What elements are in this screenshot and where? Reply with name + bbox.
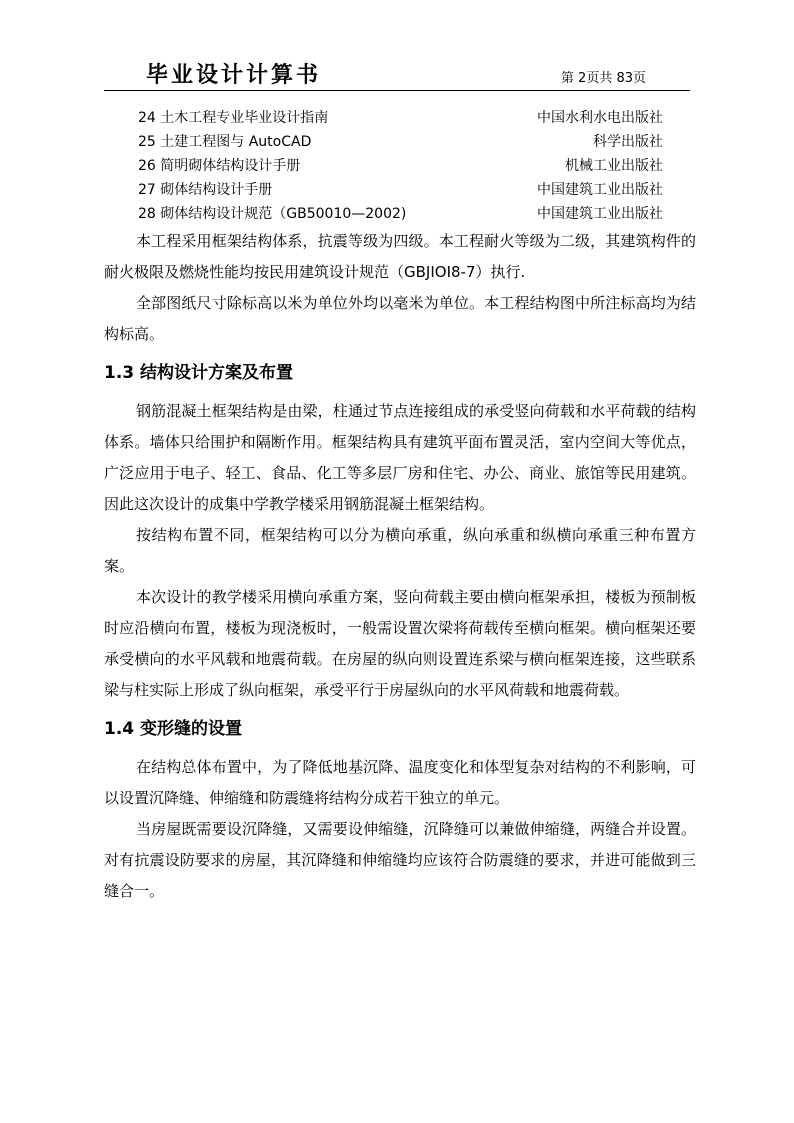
reference-item [138,130,663,154]
intro-paragraph-units: 全部图纸尺寸除标高以米为单位外均以毫米为单位。本工程结构图中所注标高均为结构标高。 [104,294,696,343]
section-heading-1-3: 1.3 结构设计方案及布置 [104,363,294,383]
section-1-4-paragraph: 当房屋既需要设沉降缝，又需要设伸缩缝，沉降缝可以兼做伸缩缝，两缝合并设置。对有抗震设防要求的房屋，其沉降缝和伸缩缝均应该符合防震缝的要求，并进可能做到三缝合一。 [104,820,696,900]
section-1-3-paragraph: 本次设计的教学楼采用横向承重方案，竖向荷载主要由横向框架承担，楼板为预制板时应沿横向布置，楼板为现浇板时，一般需设置次梁将荷载传至横向框架。横向框架还要承受横向的水平风载和地震荷载。在房屋的纵向则设置连系梁与横向框架连接，这些联系梁与柱实际上形成了纵向框架，承受平行于房屋纵向的水平风荷载和地震荷载。 [104,588,696,699]
section-heading-1-4: 1.4 变形缝的设置 [104,719,243,739]
reference-publisher: 中国建筑工业出版社 [537,206,663,222]
reference-title: 砌体结构设计规范（GB50010—2002) [160,206,407,222]
reference-number: 26 [138,158,156,174]
reference-title: 土建工程图与 AutoCAD [160,134,312,150]
reference-publisher: 机械工业出版社 [565,158,663,174]
reference-title: 简明砌体结构设计手册 [160,158,301,174]
intro-paragraph-structure: 本工程采用框架结构体系，抗震等级为四级。本工程耐火等级为二级，其建筑构件的耐火极限及燃烧性能均按民用建筑设计规范（GBJIOI8-7）执行. [104,232,696,281]
reference-title: 土木工程专业毕业设计指南 [160,110,329,126]
reference-publisher: 中国建筑工业出版社 [537,182,663,198]
main-content [104,226,696,907]
reference-number: 28 [138,206,156,222]
section-1-3-paragraph: 按结构布置不同，框架结构可以分为横向承重，纵向承重和纵横向承重三种布置方案。 [104,526,696,575]
reference-item [138,154,663,178]
reference-item [138,178,663,202]
reference-list [138,106,663,226]
reference-number: 24 [138,110,156,126]
reference-publisher: 中国水利水电出版社 [537,110,663,126]
reference-title: 砌体结构设计手册 [160,182,273,198]
section-1-3-paragraph: 钢筋混凝土框架结构是由梁，柱通过节点连接组成的承受竖向荷载和水平荷载的结构体系。墙体只给围护和隔断作用。框架结构具有建筑平面布置灵活，室内空间大等优点，广泛应用于电子、轻工、食品、化工等多层厂房和住宅、办公、商业、旅馆等民用建筑。因此这次设计的成集中学教学楼采用钢筋混凝土框架结构。 [104,402,696,513]
reference-item [138,202,663,226]
reference-number: 25 [138,134,156,150]
page-header [104,56,690,91]
reference-item [138,106,663,130]
document-title: 毕业设计计算书 [146,63,322,88]
reference-publisher: 科学出版社 [593,134,663,150]
section-1-4-paragraph: 在结构总体布置中，为了降低地基沉降、温度变化和体型复杂对结构的不利影响，可以设置沉降缝、伸缩缝和防震缝将结构分成若干独立的单元。 [104,758,696,807]
reference-number: 27 [138,182,156,198]
page-number: 第 2页共 83页 [560,71,646,86]
